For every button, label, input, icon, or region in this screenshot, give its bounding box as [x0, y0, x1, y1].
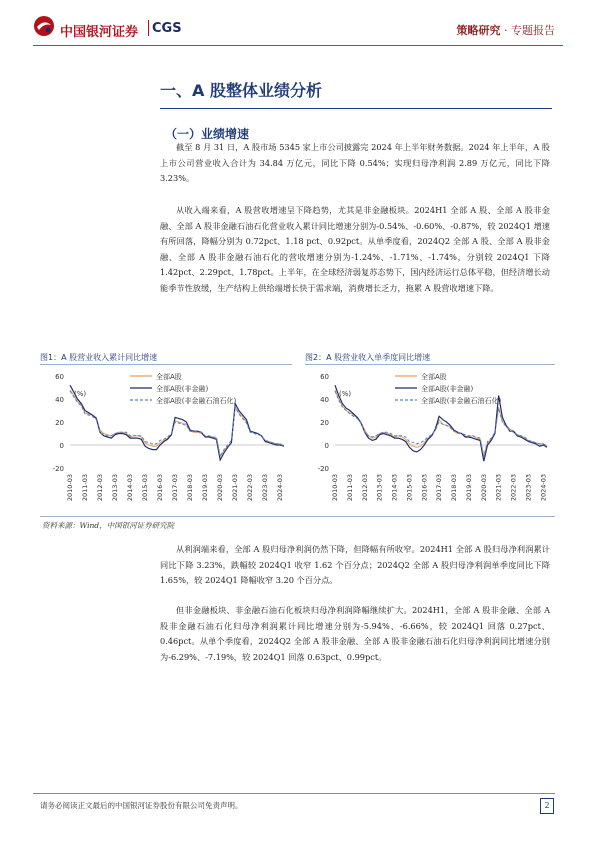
- x-tick-label: 2016-03: [420, 474, 429, 502]
- x-tick-label: 2011-03: [81, 474, 90, 502]
- revenue-quarterly-growth-chart: [305, 366, 555, 514]
- x-tick-label: 2021-03: [494, 474, 503, 502]
- y-tick-label: -20: [52, 465, 64, 473]
- revenue-cumulative-growth-chart: [40, 366, 292, 514]
- figure-2-title: 图2：A 股营业收入单季度同比增速: [305, 353, 431, 362]
- page-number: 2: [540, 798, 554, 814]
- y-tick-label: 40: [55, 396, 64, 404]
- x-tick-label: 2012-03: [360, 474, 369, 502]
- x-tick-label: 2013-03: [111, 474, 120, 502]
- legend-label: 全部A股(非金融石油石化): [421, 397, 502, 405]
- x-tick-label: 2024-03: [539, 474, 548, 502]
- x-tick-label: 2021-03: [231, 474, 240, 502]
- x-tick-label: 2022-03: [509, 474, 518, 502]
- x-tick-label: 2017-03: [171, 474, 180, 502]
- x-tick-label: 2020-03: [479, 474, 488, 502]
- legend-label: 全部A股: [421, 373, 447, 381]
- x-tick-label: 2010-03: [66, 474, 74, 502]
- legend-label: 全部A股: [156, 373, 182, 381]
- logo-cn-text: 中国银河证券: [60, 25, 139, 40]
- y-tick-label: -20: [317, 465, 329, 473]
- y-tick-label: 40: [320, 396, 329, 404]
- paragraph: 截至 8 月 31 日，A 股市场 5345 家上市公司披露完 2024 年上半年财务数据。2024 年上半年，A 股上市公司营业收入合计为 34.84 万亿元，同比下降 0.54%；实现归母净利润 2.89 万亿元，同比下降 3.23%。: [160, 142, 550, 183]
- y-tick-label: 0: [324, 442, 329, 450]
- x-tick-label: 2023-03: [524, 474, 533, 502]
- legend-label: 全部A股(非金融): [156, 385, 209, 393]
- y-unit-label: (%): [339, 390, 352, 398]
- x-tick-label: 2019-03: [464, 474, 473, 502]
- category-label: 策略研究: [456, 24, 501, 37]
- x-tick-label: 2018-03: [450, 474, 459, 502]
- x-tick-label: 2024-03: [276, 474, 285, 502]
- x-tick-label: 2015-03: [141, 474, 150, 502]
- cgs-logo-icon: [33, 15, 55, 37]
- figure-2-title-rule: [305, 364, 555, 365]
- x-tick-label: 2023-03: [261, 474, 270, 502]
- x-tick-label: 2015-03: [405, 474, 414, 502]
- x-tick-label: 2022-03: [246, 474, 255, 502]
- figure-1-title: 图1：A 股营业收入累计同比增速: [40, 353, 158, 362]
- report-type-label: 专题报告: [511, 24, 555, 37]
- x-tick-label: 2020-03: [216, 474, 225, 502]
- footer-divider: [33, 793, 555, 794]
- x-tick-label: 2010-03: [331, 474, 339, 502]
- source-rule: [40, 516, 555, 517]
- x-tick-label: 2014-03: [390, 474, 399, 502]
- x-tick-label: 2012-03: [96, 474, 105, 502]
- figure-1-title-rule: [40, 364, 292, 365]
- section-title-underline: [160, 108, 552, 109]
- paragraph: 从收入端来看，A 股营收增速呈下降趋势，尤其是非金融板块。2024H1 全部 A 股、全部 A 股非金融、全部 A 股非金融石油石化营业收入累计同比增速分别为-0.54%、-0.60%、-0.87%，较 2024Q1 增速有所回落，降幅分别为 0.72pct、1.18 pct、0.92pct。从单季度看，2024Q2 全部 A 股、全部 A 股非金融、全部 A 股非金融石油石化的营收增速分别为-1.24%、-1.71%、-1.74%，分别较 2024Q1 下降 1.42pct、2.29pct、1.78pct。上半年，在全球经济弱复苏态势下，国内经济运行总体平稳，但经济增长动能季节性放缓，生产结构上供给端增长快于需求端，消费增长乏力，拖累 A 股营收增速下降。: [160, 205, 550, 293]
- subsection-title: （一）业绩增速: [165, 127, 250, 141]
- logo-divider: [148, 20, 149, 36]
- x-tick-label: 2011-03: [345, 474, 354, 502]
- section-title: 一、A 股整体业绩分析: [160, 81, 322, 100]
- y-tick-label: 20: [55, 419, 64, 427]
- header-divider: [33, 45, 563, 46]
- legend-label: 全部A股(非金融石油石化): [156, 397, 237, 405]
- footer-disclaimer: 请务必阅读正文最后的中国银河证券股份有限公司免责声明。: [40, 801, 243, 810]
- y-tick-label: 0: [59, 442, 64, 450]
- legend-label: 全部A股(非金融): [421, 385, 474, 393]
- category-separator: ·: [504, 24, 508, 37]
- paragraph: 但非金融板块、非金融石油石化板块归母净利润降幅继续扩大。2024H1，全部 A 股非金融、全部 A 股非金融石油石化归母净利润累计同比增速分别为-5.94%、-6.66%，较 2024Q1 回落 0.27pct、0.46pct。从单个季度看，2024Q2 全部 A 股非金融、全部 A 股非金融石油石化归母净利润同比增速分别为-6.29%、-7.19%，较 2024Q1 回落 0.63pct、0.99pct。: [160, 605, 550, 662]
- y-tick-label: 60: [55, 373, 64, 381]
- report-category: [457, 22, 556, 38]
- y-tick-label: 20: [320, 419, 329, 427]
- x-tick-label: 2013-03: [375, 474, 384, 502]
- x-tick-label: 2017-03: [435, 474, 444, 502]
- page-header: [0, 0, 595, 50]
- x-tick-label: 2019-03: [201, 474, 210, 502]
- figure-source-note: 资料来源：Wind，中国银河证券研究院: [42, 521, 175, 530]
- paragraph: 从利润端来看，全部 A 股归母净利润仍然下降，但降幅有所收窄。2024H1 全部 A 股归母净利润累计同比下降 3.23%，跌幅较 2024Q1 收窄 1.62 个百分点；2024Q2 全部 A 股归母净利润单季度同比下降 1.65%，较 2024Q1 降幅收窄 3.20 个百分点。: [160, 544, 550, 585]
- logo-en-text: CGS: [152, 21, 182, 36]
- x-tick-label: 2014-03: [126, 474, 135, 502]
- y-unit-label: (%): [74, 390, 87, 398]
- y-tick-label: 60: [320, 373, 329, 381]
- x-tick-label: 2016-03: [156, 474, 165, 502]
- x-tick-label: 2018-03: [186, 474, 195, 502]
